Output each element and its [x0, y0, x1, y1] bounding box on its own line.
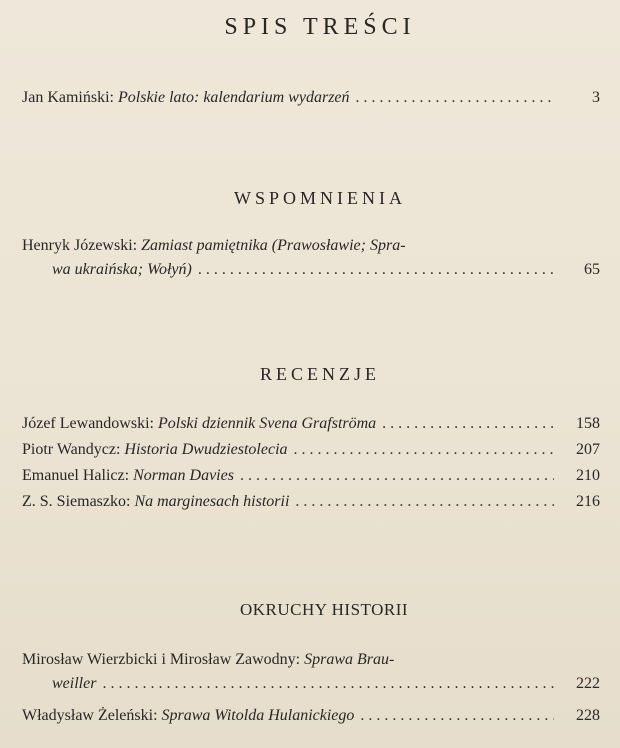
entry-title: Polski dziennik Svena Grafströma: [157, 415, 377, 432]
dot-leader: [356, 86, 554, 110]
entry-author: Jan Kamiński:: [22, 89, 114, 106]
entry-page: 207: [576, 441, 600, 458]
entry-title: Sprawa Brau-: [304, 651, 395, 668]
entry-page: 3: [592, 89, 600, 106]
entry-title: Historia Dwudziestolecia: [124, 441, 288, 458]
entry-page: 216: [576, 493, 600, 510]
toc-entry[interactable]: [22, 412, 600, 436]
section-heading-fragments: OKRUCHY HISTORII: [239, 600, 409, 619]
section-heading-reviews: RECENZJE: [260, 364, 380, 384]
toc-entry[interactable]: [22, 234, 600, 282]
toc-entry[interactable]: [22, 704, 600, 728]
entry-author: Piotr Wandycz:: [22, 441, 121, 458]
dot-leader: [295, 490, 554, 514]
toc-entry[interactable]: [22, 490, 600, 514]
entry-title: Polskie lato: kalendarium wydarzeń: [118, 89, 350, 106]
entry-author: Mirosław Wierzbicki i Mirosław Zawodny:: [22, 651, 301, 668]
toc-entry[interactable]: [22, 648, 600, 696]
entry-title-continued: wa ukraińska; Wołyń): [52, 261, 192, 278]
entry-title: Zamiast pamiętnika (Prawosławie; Spra-: [141, 237, 406, 254]
entry-author: Z. S. Siemaszko:: [22, 493, 131, 510]
entry-title: Norman Davies: [133, 467, 234, 484]
toc-entry[interactable]: [22, 464, 600, 488]
entry-title: Sprawa Witolda Hulanickiego: [161, 707, 355, 724]
entry-page: 228: [576, 707, 600, 724]
toc-entry[interactable]: [22, 438, 600, 462]
dot-leader: [102, 672, 554, 696]
entry-author: Władysław Żeleński:: [22, 707, 158, 724]
entry-page: 210: [576, 467, 600, 484]
section-heading-memoirs: WSPOMNIENIA: [234, 188, 406, 208]
entry-author: Józef Lewandowski:: [22, 415, 154, 432]
entry-page: 158: [576, 415, 600, 432]
toc-entry[interactable]: [22, 86, 600, 110]
dot-leader: [360, 704, 554, 728]
entry-author: Emanuel Halicz:: [22, 467, 130, 484]
entry-title: Na marginesach historii: [134, 493, 290, 510]
dot-leader: [240, 464, 554, 488]
dot-leader: [382, 412, 554, 436]
entry-page: 65: [584, 261, 600, 278]
entry-page: 222: [576, 675, 600, 692]
entry-author: Henryk Józewski:: [22, 237, 138, 254]
dot-leader: [294, 438, 554, 462]
dot-leader: [198, 258, 554, 282]
page-title: SPIS TREŚCI: [224, 14, 416, 40]
entry-title-continued: weiller: [52, 675, 97, 692]
